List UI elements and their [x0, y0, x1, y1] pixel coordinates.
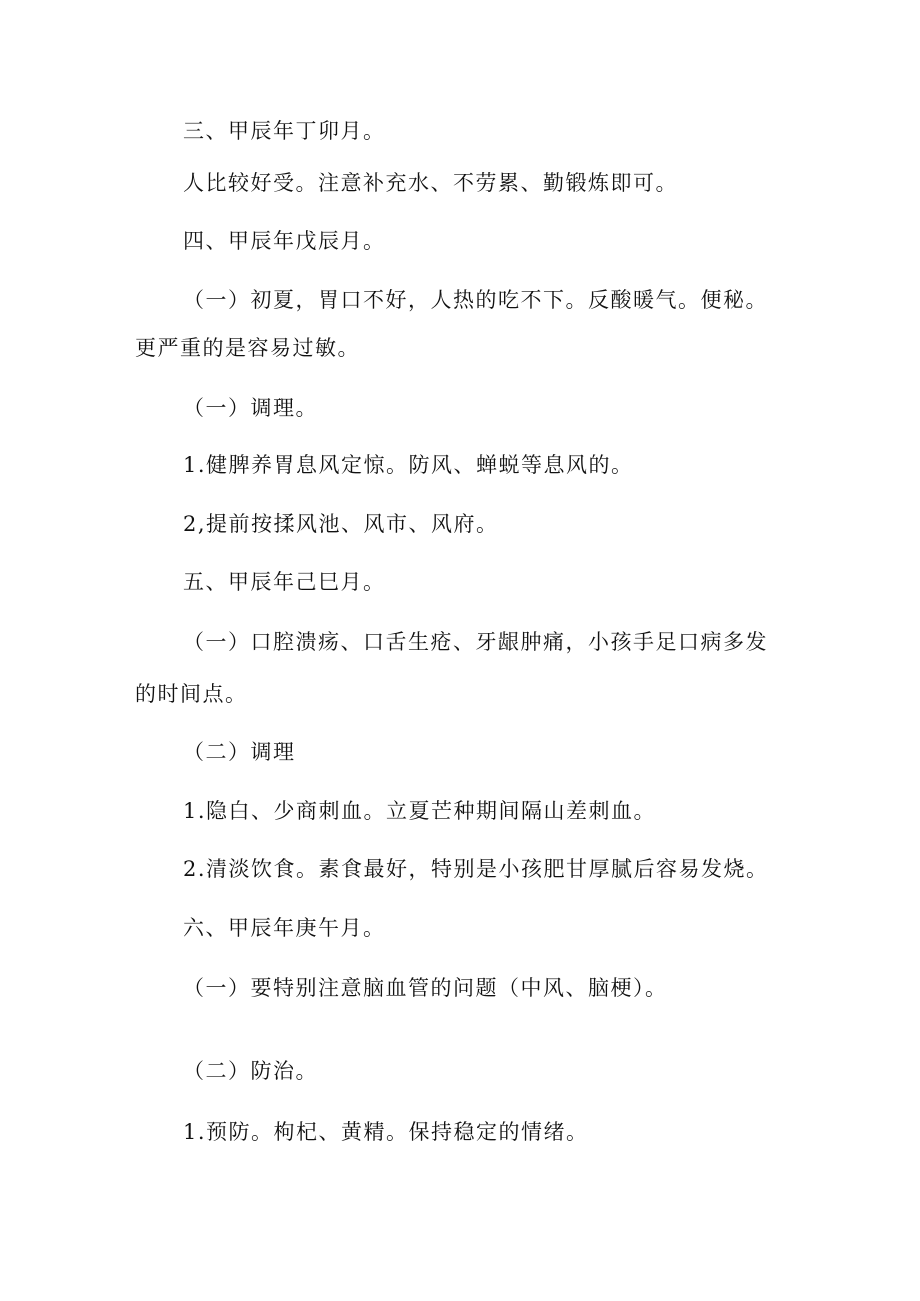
list-item: 2,提前按揉风池、风市、风府。 [183, 512, 499, 536]
section-heading-4: 四、甲辰年戊辰月。 [183, 229, 386, 253]
section-heading-6: 六、甲辰年庚午月。 [183, 916, 386, 940]
list-item: 1.预防。枸杞、黄精。保持稳定的情绪。 [183, 1120, 589, 1144]
paragraph-line: （一）初夏，胃口不好，人热的吃不下。反酸暖气。便秘。 [183, 288, 768, 312]
paragraph-line: （一）口腔溃疡、口舌生疮、牙龈肿痛，小孩手足口病多发 [183, 630, 768, 654]
subheading-line: （一）调理。 [183, 396, 318, 420]
subheading-line: （二）防治。 [183, 1059, 318, 1083]
section-heading-3: 三、甲辰年丁卯月。 [183, 119, 386, 143]
list-item: 1.健脾养胃息风定惊。防风、蝉蜕等息风的。 [183, 453, 634, 477]
section-heading-5: 五、甲辰年己巳月。 [183, 570, 386, 594]
paragraph-line: 的时间点。 [135, 682, 248, 706]
paragraph-line: （一）要特别注意脑血管的问题（中风、脑梗）。 [183, 976, 668, 1000]
subheading-line: （二）调理 [183, 740, 296, 764]
list-item: 1.隐白、少商刺血。立夏芒种期间隔山差刺血。 [183, 799, 657, 823]
paragraph-line: 人比较好受。注意补充水、不劳累、勤锻炼即可。 [183, 171, 678, 195]
paragraph-line: 更严重的是容易过敏。 [135, 336, 360, 360]
list-item: 2.清淡饮食。素食最好，特别是小孩肥甘厚腻后容易发烧。 [183, 857, 769, 881]
